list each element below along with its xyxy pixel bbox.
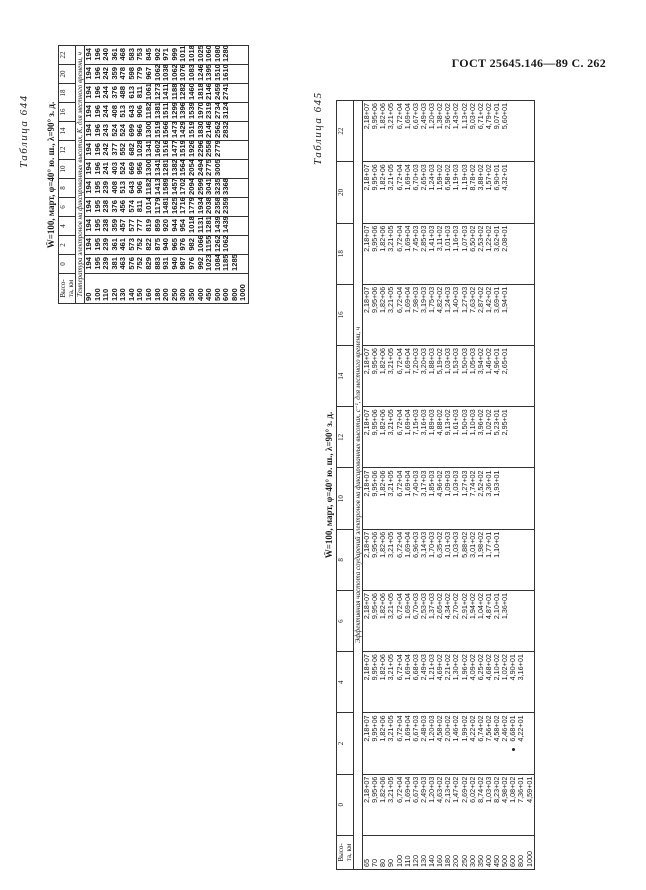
hour-header-20: 20 bbox=[337, 162, 354, 223]
table-row bbox=[85, 46, 249, 304]
hour-header-14: 14 bbox=[337, 346, 354, 407]
value-column-4: 2,18+07 9,95+06 1,82+06 3,21+05 6,72+04 1,69+04 6,68+03 2,49+03 1,21+03 4,69+02 2,21+02 1,30+02 1,96+02 4,09+02 6,25+02 4,68+02 2,10+02 1,02+02 4,90+01 3,16+01 bbox=[363, 652, 535, 713]
value-column-6: 2,18+07 9,95+06 1,82+06 3,21+05 6,72+04 1,69+04 6,70+03 2,53+03 1,37+03 2,65+02 4,34+02 2,70+02 2,91+02 1,94+02 1,04+02 4,87+01 2,10+01 1,36+01 bbox=[363, 590, 535, 651]
table-645-label: Таблица 645 bbox=[312, 91, 324, 165]
hour-header-6: 6 bbox=[59, 198, 76, 217]
hour-header-8: 8 bbox=[337, 529, 354, 590]
value-column-2: 194 195 239 361 461 573 752 822 875 940 965 976 982 1066 1155 1262 1062 bbox=[85, 236, 249, 255]
value-column-14: 194 196 243 524 524 699 966 1300 1519 1566 1473 1429 1519 1830 2146 2562 2832 bbox=[85, 122, 249, 141]
hour-header-8: 8 bbox=[59, 179, 76, 198]
value-column-10: 194 196 241 403 524 669 956 1300 1341 1281 1382 1564 2054 2494 2775 3005 bbox=[85, 160, 249, 179]
value-column-2: 2,18+07 9,95+06 1,82+06 3,21+05 6,72+04 1,69+04 6,67+03 2,48+03 1,20+03 4,58+02 2,00+02 1,46+02 1,99+02 4,22+02 6,74+02 7,56+02 4,58+02 2,46+02 6,68+01 4,22+01 bbox=[363, 713, 535, 774]
altitude-column: 90 100 110 120 130 140 150 160 180 200 250 300 350 400 450 500 600 800 1000 bbox=[85, 274, 249, 304]
value-column-10: 2,18+07 9,95+06 1,82+06 3,21+05 6,72+04 1,69+04 7,40+03 3,17+03 1,85+03 4,96+02 1,09+03 1,03+03 1,27+03 7,74+02 2,52+02 3,36+01 1,93+01 bbox=[363, 468, 535, 529]
value-column-20: 194 196 242 359 478 598 779 967 1062 1038 1062 1076 1083 1246 1395 1510 1610 bbox=[85, 65, 249, 84]
hour-header-12: 12 bbox=[337, 407, 354, 468]
hour-header-0: 0 bbox=[59, 255, 76, 274]
value-column-20: 2,18+07 9,95+06 1,82+06 3,21+05 6,72+04 1,69+04 6,70+03 2,65+03 1,24+03 1,59+02 6,58+02 1,19+03 1,19+03 8,78+02 3,88+02 1,57+02 6,90+01 4,32+01 bbox=[363, 162, 535, 223]
value-column-8: 2,18+07 9,95+06 1,82+06 3,21+05 6,72+04 1,69+04 6,96+03 3,14+03 1,70+03 6,35+02 1,01+03 1,03+03 5,88+02 3,01+02 1,98+02 1,77+01 1,10+01 bbox=[363, 529, 535, 590]
hour-header-14: 14 bbox=[59, 122, 76, 141]
value-column-12: 194 196 242 377 552 682 1028 1341 1602 1516 1477 1519 1926 2296 2558 2779 bbox=[85, 141, 249, 160]
hour-header-16: 16 bbox=[59, 103, 76, 122]
altitude-column: 65 70 80 90 100 110 120 130 140 160 180 200 250 300 350 400 450 500 600 800 1000 bbox=[363, 835, 535, 869]
value-column-16: 2,18+07 9,95+06 1,82+06 3,21+05 6,72+04 1,69+04 7,98+03 3,19+03 1,75+03 4,82+02 1,24+03 1,40+03 1,27+03 7,63+02 2,87+02 1,42+02 3,69+01 1,94+01 bbox=[363, 284, 535, 345]
table-644-label: Таблица 644 bbox=[18, 94, 30, 168]
hour-header-0: 0 bbox=[337, 774, 354, 835]
altitude-header: Высо- та, км bbox=[59, 274, 76, 304]
hour-header-12: 12 bbox=[59, 141, 76, 160]
value-column-0: 194 195 239 381 463 576 752 829 883 931 940 987 976 992 1023 1084 1185 1285 bbox=[85, 255, 249, 274]
hour-header-18: 18 bbox=[59, 84, 76, 103]
page-header: ГОСТ 25645.146—89 С. 262 bbox=[451, 56, 606, 70]
hour-header-10: 10 bbox=[59, 160, 76, 179]
hour-header-4: 4 bbox=[59, 217, 76, 236]
table-644-caption: Температура электронов на фиксированных высотах, К, для местного времени, ч bbox=[76, 46, 85, 304]
table-row bbox=[363, 101, 535, 870]
value-column-0: 2,18+07 9,95+06 1,82+06 3,21+05 6,72+04 1,69+04 6,67+03 2,49+03 1,20+03 4,63+02 2,13+02 1,47+02 2,69+02 6,02+02 8,74+02 1,03+03 8,23+02 4,98+02 1,08+02 7,36+01 4,59+01 bbox=[363, 774, 535, 835]
value-column-12: 2,18+07 9,95+06 1,82+06 3,21+05 6,72+04 1,69+04 7,15+03 3,16+03 1,89+03 4,88+02 9,13+02 1,61+03 1,50+03 1,10+03 3,96+02 1,02+02 5,23+01 2,95+01 bbox=[363, 407, 535, 468]
hour-header-18: 18 bbox=[337, 223, 354, 284]
hour-header-2: 2 bbox=[59, 236, 76, 255]
table-645-subtitle: W̄=100, март, φ=40° ю. ш., λ=90° з. д. bbox=[324, 411, 334, 559]
value-column-22: 2,18+07 9,95+06 1,82+06 3,21+05 6,72+04 1,69+04 6,67+03 2,49+03 1,20+03 1,38+02 2,96+02 1,43+02 1,13+02 9,03+02 6,71+02 4,79+02 9,07+01 5,60+01 bbox=[363, 101, 535, 162]
hour-header-20: 20 bbox=[59, 65, 76, 84]
table-645-caption: Эффективная частота соударений электронов на фиксированных высотах, с⁻¹, для местного времени, ч bbox=[354, 101, 363, 870]
table-644-grid bbox=[58, 45, 249, 304]
hour-header-10: 10 bbox=[337, 468, 354, 529]
table-644 bbox=[46, 46, 249, 304]
stray-dot bbox=[512, 748, 515, 751]
table-645 bbox=[324, 100, 535, 870]
table-644-subtitle: W̄=100, март, φ=40° ю. ш., λ=90° з. д. bbox=[46, 101, 56, 249]
hour-header-2: 2 bbox=[337, 713, 354, 774]
value-column-14: 2,18+07 9,95+06 1,82+06 3,21+05 6,72+04 1,69+04 7,20+03 3,20+03 1,88+03 5,19+02 1,03+03 1,53+03 1,50+03 1,05+03 3,94+02 1,46+02 4,96+01 2,65+01 bbox=[363, 346, 535, 407]
altitude-header: Высо- та, км bbox=[337, 835, 354, 869]
hour-header-22: 22 bbox=[337, 101, 354, 162]
table-645-grid bbox=[336, 100, 535, 870]
hour-header-4: 4 bbox=[337, 652, 354, 713]
value-column-8: 194 195 239 408 513 643 906 1182 1413 1589 1457 1702 2094 2599 3041 3235 3368 bbox=[85, 179, 249, 198]
value-column-6: 194 195 238 376 456 574 811 1014 1179 1481 1625 1716 1779 1934 2038 2358 2359 bbox=[85, 198, 249, 217]
hour-header-22: 22 bbox=[59, 46, 76, 65]
hour-header-16: 16 bbox=[337, 284, 354, 345]
value-column-4: 194 195 238 359 457 577 777 819 859 920 944 954 1018 1131 1281 1439 1439 bbox=[85, 217, 249, 236]
value-column-18: 194 196 244 376 488 613 811 1061 1273 1411 1188 1282 1460 1818 2146 2459 2741 bbox=[85, 84, 249, 103]
value-column-22: 194 196 240 361 468 583 753 845 902 971 999 1011 1018 1025 1060 1080 1280 bbox=[85, 46, 249, 65]
value-column-16: 194 196 244 408 513 643 906 1182 1381 1511 1299 1396 1539 1970 2319 2734 3124 bbox=[85, 103, 249, 122]
value-column-18: 2,18+07 9,95+06 1,82+06 3,21+05 6,72+04 1,69+04 7,45+03 2,85+03 1,41+03 3,11+02 1,01+03 1,16+03 1,07+03 6,50+02 2,53+02 1,22+02 3,62+01 2,08+01 bbox=[363, 223, 535, 284]
hour-header-6: 6 bbox=[337, 590, 354, 651]
